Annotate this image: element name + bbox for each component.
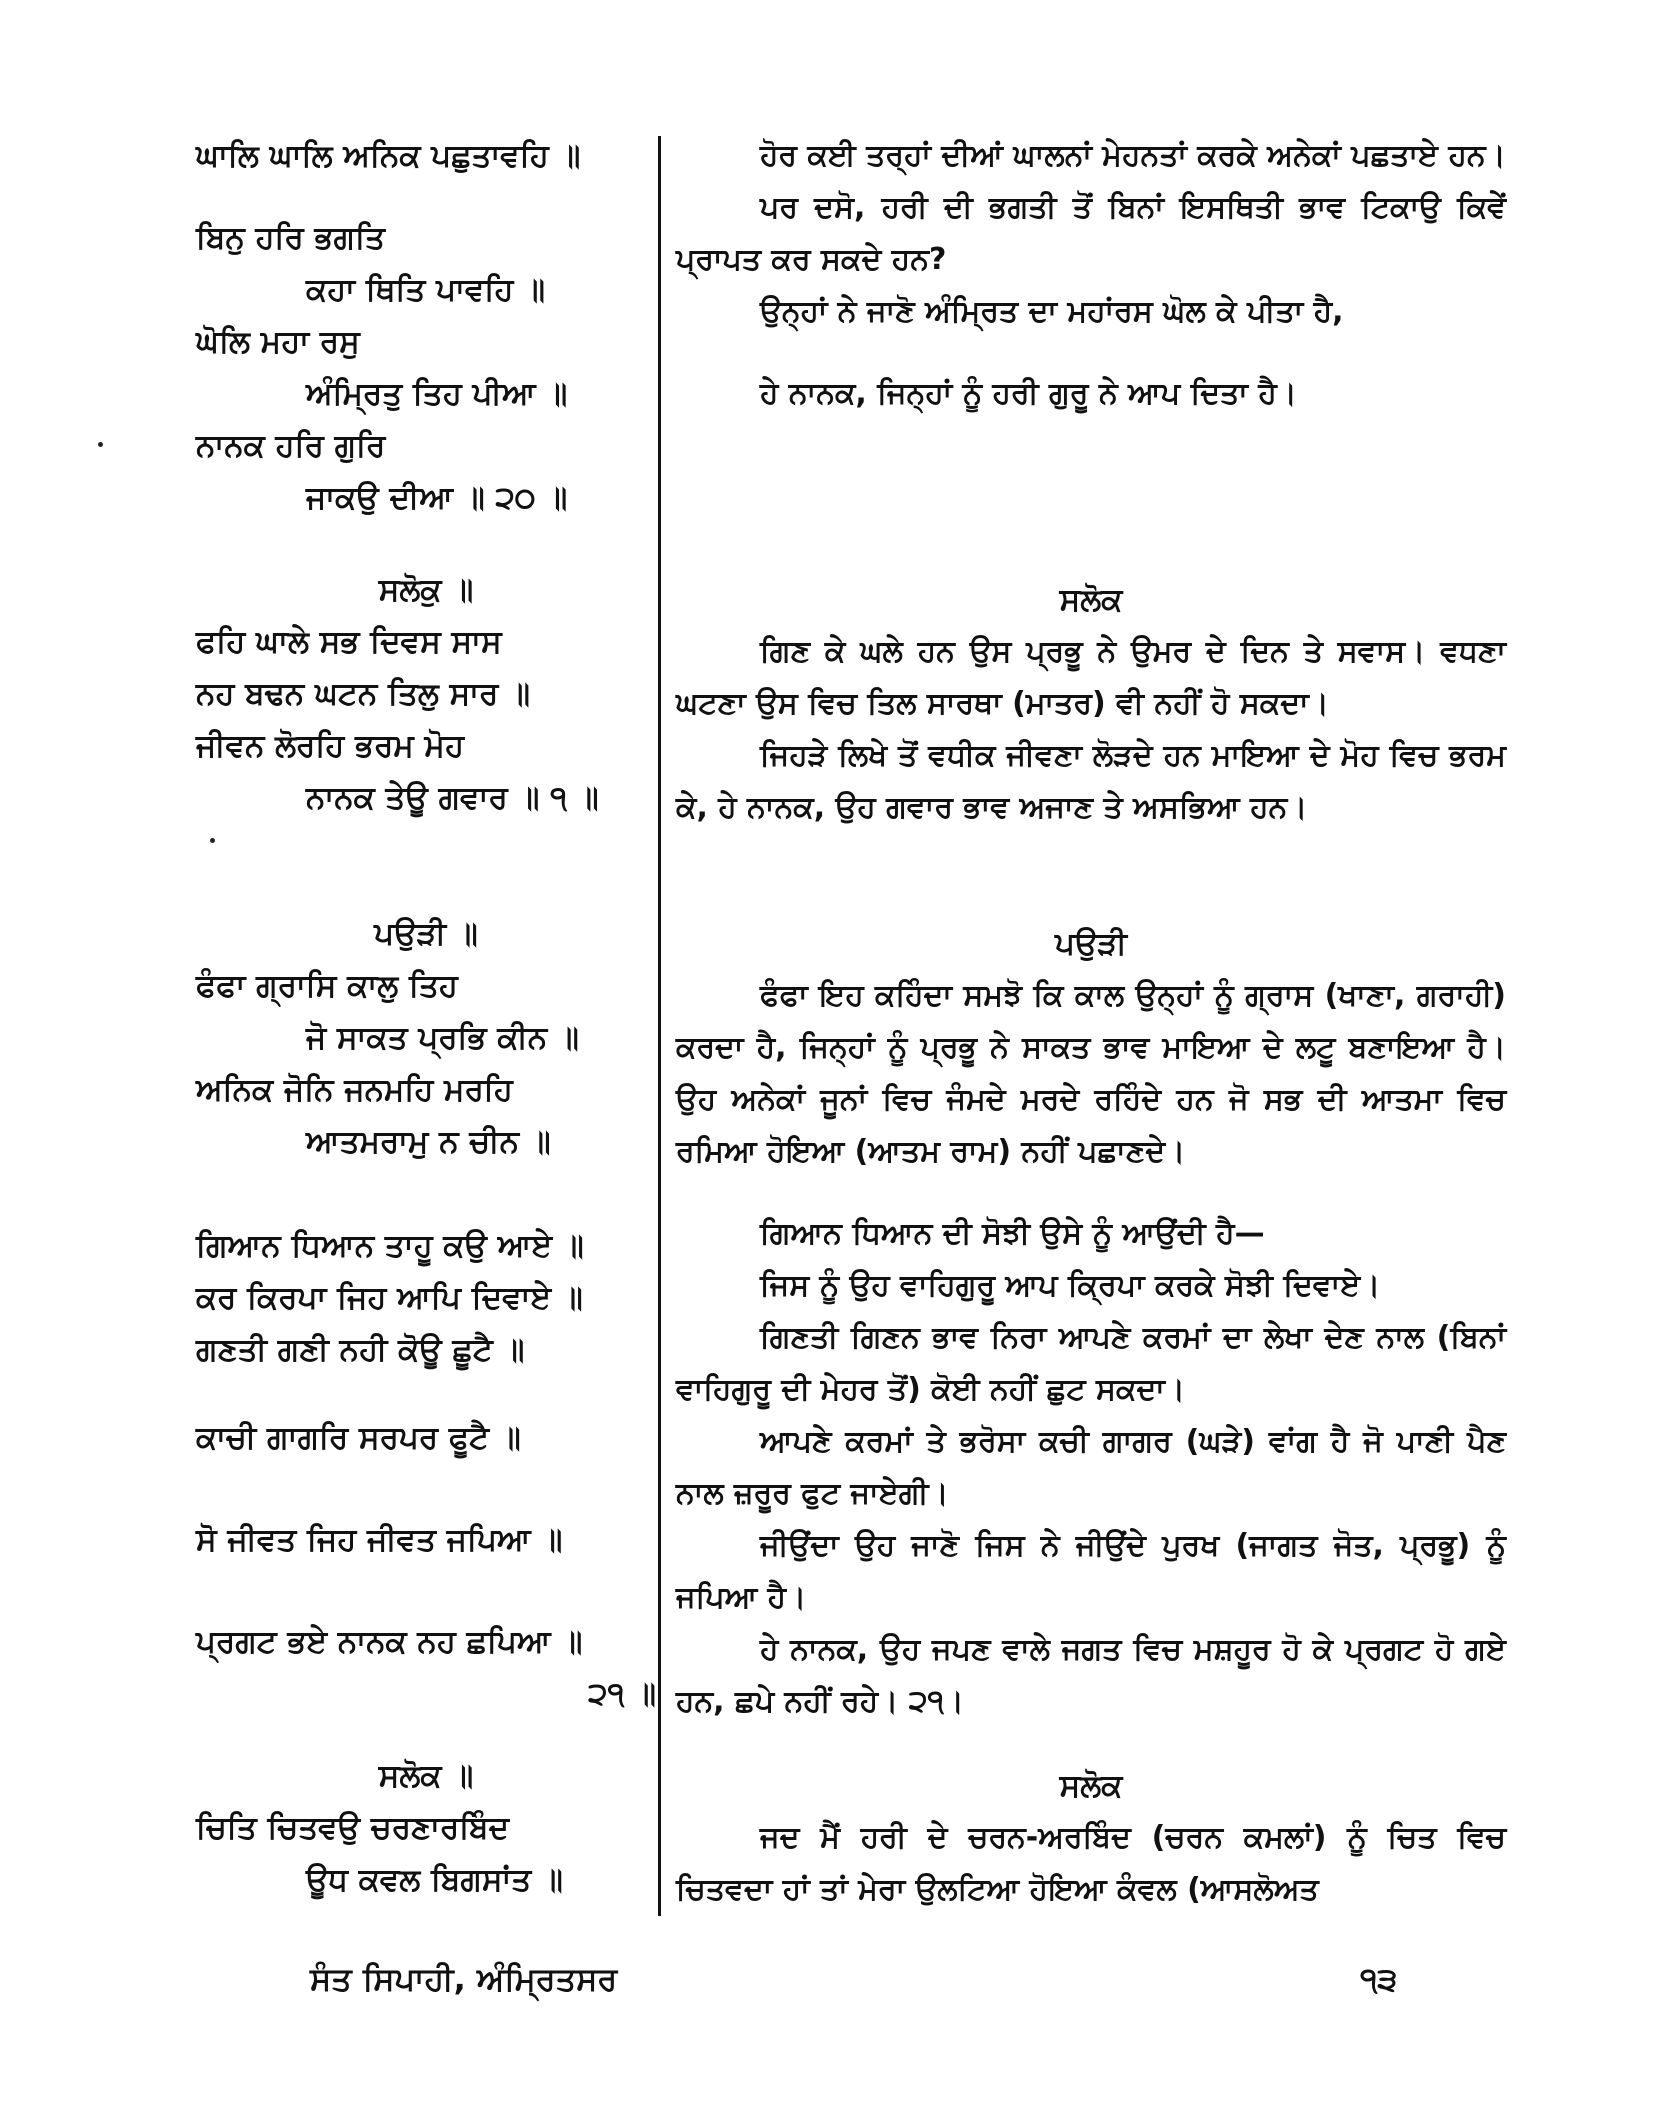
stanza-20-explanation — [676, 130, 1506, 420]
verse-line: ਸੋ ਜੀਵਤ ਜਿਹ ਜੀਵਤ ਜਪਿਆ ॥ — [196, 1522, 563, 1558]
pauri-heading: ਪਉੜੀ — [1055, 926, 1127, 962]
verse-line: ਜੀਵਨ ਲੋਰਹਿ ਭਰਮ ਮੋਹ — [196, 728, 464, 764]
explanation-paragraph: ਗਿਆਨ ਧਿਆਨ ਦੀ ਸੋਝੀ ਉਸੇ ਨੂੰ ਆਉਂਦੀ ਹੈ— — [760, 1216, 1265, 1251]
verse-line: ਊਧ ਕਵਲ ਬਿਗਸਾਂਤ ॥ — [306, 1862, 563, 1898]
salok-heading: ਸਲੋਕੁ ॥ — [378, 572, 474, 608]
explanation-paragraph: ਹੇ ਨਾਨਕ, ਜਿਨ੍ਹਾਂ ਨੂੰ ਹਰੀ ਗੁਰੂ ਨੇ ਆਪ ਦਿਤਾ ਹੈ। — [760, 376, 1297, 411]
verse-line: ਕਰ ਕਿਰਪਾ ਜਿਹ ਆਪਿ ਦਿਵਾਏ ॥ — [196, 1280, 583, 1316]
salok-1-verse — [196, 564, 656, 824]
explanation-paragraph: ਜਿਹੜੇ ਲਿਖੇ ਤੋਂ ਵਧੀਕ ਜੀਵਣਾ ਲੋੜਦੇ ਹਨ ਮਾਇਆ ਦੇ ਮੋਹ ਵਿਚ ਭਰਮ ਕੇ, ਹੇ ਨਾਨਕ, ਉਹ ਗਵਾਰ ਭਾਵ ਅਜਾਣ ਤੇ ਅਸਭਿਆ ਹਨ। — [676, 738, 1506, 825]
column-divider — [658, 136, 661, 1916]
explanation-paragraph: ਗਿਣ ਕੇ ਘਲੇ ਹਨ ਉਸ ਪ੍ਰਭੂ ਨੇ ਉਮਰ ਦੇ ਦਿਨ ਤੇ ਸਵਾਸ। ਵਧਣਾ ਘਟਣਾ ਉਸ ਵਿਚ ਤਿਲ ਸਾਰਥਾ (ਮਾਤਰ) ਵੀ ਨਹੀਂ ਹੋ ਸਕਦਾ। — [676, 634, 1506, 721]
verse-line: ਨਹ ਬਢਨ ਘਟਨ ਤਿਲੁ ਸਾਰ ॥ — [196, 676, 531, 712]
salok-2-explanation — [676, 1760, 1506, 1916]
verse-line: ਚਿਤਿ ਚਿਤਵਉ ਚਰਣਾਰਬਿੰਦ — [196, 1810, 510, 1846]
explanation-paragraph: ਉਨ੍ਹਾਂ ਨੇ ਜਾਣੋ ਅੰਮ੍ਰਿਤ ਦਾ ਮਹਾਂਰਸ ਘੋਲ ਕੇ ਪੀਤਾ ਹੈ, — [760, 294, 1344, 329]
page-number: ੧੩ — [1360, 1960, 1398, 1998]
publisher-footer: ਸੰਤ ਸਿਪਾਹੀ, ਅੰਮ੍ਰਿਤਸਰ — [310, 1960, 618, 1998]
verse-line: ਘੋਲਿ ਮਹਾ ਰਸੁ — [196, 324, 360, 360]
stanza-20-verse — [196, 130, 656, 524]
verse-line: ਕਹਾ ਥਿਤਿ ਪਾਵਹਿ ॥ — [306, 272, 546, 308]
explanation-paragraph: ਗਿਣਤੀ ਗਿਣਨ ਭਾਵ ਨਿਰਾ ਆਪਣੇ ਕਰਮਾਂ ਦਾ ਲੇਖਾ ਦੇਣ ਨਾਲ (ਬਿਨਾਂ ਵਾਹਿਗੁਰੂ ਦੀ ਮੇਹਰ ਤੋਂ) ਕੋਈ ਨਹੀਂ ਛੁਟ ਸਕਦਾ। — [676, 1320, 1506, 1407]
verse-line: ਗਣਤੀ ਗਣੀ ਨਹੀ ਕੋਊ ਛੂਟੈ ॥ — [196, 1332, 525, 1368]
ink-speck — [98, 442, 103, 447]
salok-heading: ਸਲੋਕ — [1059, 582, 1123, 618]
explanation-paragraph: ਹੇ ਨਾਨਕ, ਉਹ ਜਪਣ ਵਾਲੇ ਜਗਤ ਵਿਚ ਮਸ਼ਹੂਰ ਹੋ ਕੇ ਪ੍ਰਗਟ ਹੋ ਗਏ ਹਨ, ਛਪੇ ਨਹੀਂ ਰਹੇ। ੨੧। — [676, 1632, 1506, 1719]
verse-line: ਪ੍ਰਗਟ ਭਏ ਨਾਨਕ ਨਹ ਛਪਿਆ ॥ — [196, 1624, 583, 1660]
verse-line: ਆਤਮਰਾਮੁ ਨ ਚੀਨ ॥ — [306, 1124, 551, 1160]
salok-heading: ਸਲੋਕ ॥ — [378, 1758, 474, 1794]
verse-line: ਨਾਨਕ ਤੇਊ ਗਵਾਰ ॥ ੧ ॥ — [306, 780, 599, 816]
verse-line: ਨਾਨਕ ਹਰਿ ਗੁਰਿ — [196, 428, 386, 464]
verse-line: ਬਿਨੁ ਹਰਿ ਭਗਤਿ — [196, 220, 385, 256]
verse-line: ਫਹਿ ਘਾਲੇ ਸਭ ਦਿਵਸ ਸਾਸ — [196, 624, 502, 660]
explanation-paragraph: ਜਦ ਮੈਂ ਹਰੀ ਦੇ ਚਰਨ-ਅਰਬਿੰਦ (ਚਰਨ ਕਮਲਾਂ) ਨੂੰ ਚਿਤ ਵਿਚ ਚਿਤਵਦਾ ਹਾਂ ਤਾਂ ਮੇਰਾ ਉਲਟਿਆ ਹੋਇਆ ਕੰਵਲ (ਆਸਲੋਅਤ — [676, 1820, 1506, 1907]
explanation-paragraph: ਪਰ ਦਸੋ, ਹਰੀ ਦੀ ਭਗਤੀ ਤੋਂ ਬਿਨਾਂ ਇਸਥਿਤੀ ਭਾਵ ਟਿਕਾਉ ਕਿਵੇਂ ਪ੍ਰਾਪਤ ਕਰ ਸਕਦੇ ਹਨ? — [676, 190, 1506, 277]
pauri-heading: ਪਉੜੀ ॥ — [374, 916, 478, 952]
salok-2-verse — [196, 1750, 656, 1906]
verse-line: ਜੋ ਸਾਕਤ ਪ੍ਰਭਿ ਕੀਨ ॥ — [306, 1020, 579, 1056]
verse-line: ਅੰਮ੍ਰਿਤੁ ਤਿਹ ਪੀਆ ॥ — [306, 376, 568, 412]
verse-line: ਗਿਆਨ ਧਿਆਨ ਤਾਹੂ ਕਉ ਆਏ ॥ — [196, 1228, 584, 1264]
pauri-21-explanation — [676, 918, 1506, 1728]
verse-line: ਫੰਫਾ ਗ੍ਰਾਸਿ ਕਾਲੁ ਤਿਹ — [196, 968, 458, 1004]
verse-line: ਕਾਚੀ ਗਾਗਰਿ ਸਰਪਰ ਫੂਟੈ ॥ — [196, 1420, 521, 1456]
explanation-paragraph: ਆਪਣੇ ਕਰਮਾਂ ਤੇ ਭਰੋਸਾ ਕਚੀ ਗਾਗਰ (ਘੜੇ) ਵਾਂਗ ਹੈ ਜੋ ਪਾਣੀ ਪੈਣ ਨਾਲ ਜ਼ਰੂਰ ਫੁਟ ਜਾਏਗੀ। — [676, 1424, 1506, 1511]
verse-line: ਅਨਿਕ ਜੋਨਿ ਜਨਮਹਿ ਮਰਹਿ — [196, 1072, 513, 1108]
verse-line: ਜਾਕਉ ਦੀਆ ॥ ੨੦ ॥ — [306, 480, 568, 516]
verse-line: ੨੧ ॥ — [588, 1676, 656, 1712]
explanation-paragraph: ਜਿਸ ਨੂੰ ਉਹ ਵਾਹਿਗੁਰੂ ਆਪ ਕ੍ਰਿਪਾ ਕਰਕੇ ਸੋਝੀ ਦਿਵਾਏ। — [760, 1268, 1381, 1303]
pauri-21-verse — [196, 908, 656, 1720]
verse-line: ਘਾਲਿ ਘਾਲਿ ਅਨਿਕ ਪਛੁਤਾਵਹਿ ॥ — [196, 138, 581, 174]
explanation-paragraph: ਹੋਰ ਕਈ ਤਰ੍ਹਾਂ ਦੀਆਂ ਘਾਲਨਾਂ ਮੇਹਨਤਾਂ ਕਰਕੇ ਅਨੇਕਾਂ ਪਛਤਾਏ ਹਨ। — [760, 138, 1506, 173]
salok-1-explanation — [676, 574, 1506, 834]
explanation-paragraph: ਫੰਫਾ ਇਹ ਕਹਿੰਦਾ ਸਮਝੋ ਕਿ ਕਾਲ ਉਨ੍ਹਾਂ ਨੂੰ ਗ੍ਰਾਸ (ਖਾਣਾ, ਗਰਾਹੀ) ਕਰਦਾ ਹੈ, ਜਿਨ੍ਹਾਂ ਨੂੰ ਪ੍ਰਭੂ ਨੇ ਸਾਕਤ ਭਾਵ ਮਾਇਆ ਦੇ ਲਟੂ ਬਣਾਇਆ ਹੈ। ਉਹ ਅਨੇਕਾਂ ਜੂਨਾਂ ਵਿਚ ਜੰਮਦੇ ਮਰਦੇ ਰਹਿੰਦੇ ਹਨ ਜੋ ਸਭ ਦੀ ਆਤਮਾ ਵਿਚ ਰਮਿਆ ਹੋਇਆ (ਆਤਮ ਰਾਮ) ਨਹੀਂ ਪਛਾਣਦੇ। — [676, 978, 1506, 1169]
explanation-paragraph: ਜੀਉਂਦਾ ਉਹ ਜਾਣੋ ਜਿਸ ਨੇ ਜੀਉਂਦੇ ਪੁਰਖ (ਜਾਗਤ ਜੋਤ, ਪ੍ਰਭੂ) ਨੂੰ ਜਪਿਆ ਹੈ। — [676, 1528, 1506, 1615]
salok-heading: ਸਲੋਕ — [1059, 1768, 1123, 1804]
ink-speck — [210, 838, 215, 843]
